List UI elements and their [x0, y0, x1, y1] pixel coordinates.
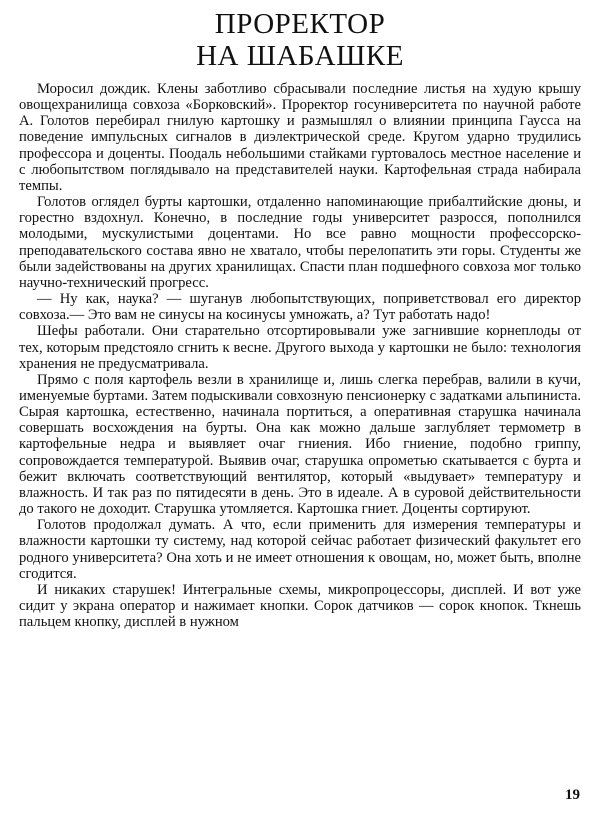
article-title-line-1: ПРОРЕКТОР [214, 8, 386, 40]
page-number: 19 [565, 787, 580, 803]
paragraph: Моросил дождик. Клены заботливо сбрасывали последние листья на худую крышу овощехранилища совхоза «Борковский». Проректор госуниверситета по научной работе А. Голотов перебирал гнилую картошку и размышлял о влиянии принципа Гаусса на поведение импульсных сигналов в диэлектрической среде. Кругом ударно трудились профессора и доценты. Поодаль небольшими стайками гуртовалось местное население и с любопытством поглядывало на представителей науки. Картофельная страда набирала темпы. [19, 81, 581, 194]
paragraph: И никаких старушек! Интегральные схемы, микропроцессоры, дисплей. И вот уже сидит у экрана оператор и нажимает кнопки. Сорок датчиков — сорок кнопок. Ткнешь пальцем кнопку, дисплей в нужном [19, 581, 581, 631]
paragraph: Прямо с поля картофель везли в хранилище и, лишь слегка перебрав, валили в кучи, именуемые буртами. Затем подыскивали совхозную пенсионерку с задатками альпиниста. Сырая картошка, естественно, начинала портиться, а оперативная старушка начинала совершать восхождения на бурты. Она как можно дальше заглубляет термометр в картофельные недра и выявляет очаг гниения. Ибо гниение, подобно гриппу, сопровождается температурой. Выявив очаг, старушка опрометью скатывается с бурта и бежит включать соответствующий вентилятор, который «выдувает» температуру и влажность. И так раз по пятидесяти в день. Это в идеале. А в суровой действительности до такого не доходит. Старушка утомляется. Картошка гниет. Доценты сортируют. [19, 371, 581, 518]
paragraph: Голотов оглядел бурты картошки, отдаленно напоминающие прибалтийские дюны, и горестно вздохнул. Конечно, в последние годы университет разросся, пополнился молодыми, мускулистыми доцентами. Но все равно мощности профессорско-преподавательского состава явно не хватало, чтобы перелопатить эти горы. Студенты же были задействованы на других хранилищах. Спасти план подшефного совхоза мог только научно-технический прогресс. [19, 194, 581, 291]
paragraph: — Ну как, наука? — шуганув любопытствующих, поприветствовал его директор совхоза.— Это вам не синусы на косинусы умножать, а? Тут работать надо! [19, 291, 581, 324]
article-body [19, 81, 581, 630]
article-title-line-2: НА ШАБАШКЕ [196, 40, 404, 72]
paragraph: Шефы работали. Они старательно отсортировывали уже загнившие корнеплоды от тех, которым предстояло сгнить к весне. Другого выхода у картошки не было: технология хранения не предусматривала. [19, 323, 581, 372]
paragraph: Голотов продолжал думать. А что, если применить для измерения температуры и влажности картошки ту систему, над которой сейчас работает физический факультет его родного университета? Она хоть и не имеет отношения к овощам, но, может быть, вполне сгодится. [19, 517, 581, 582]
